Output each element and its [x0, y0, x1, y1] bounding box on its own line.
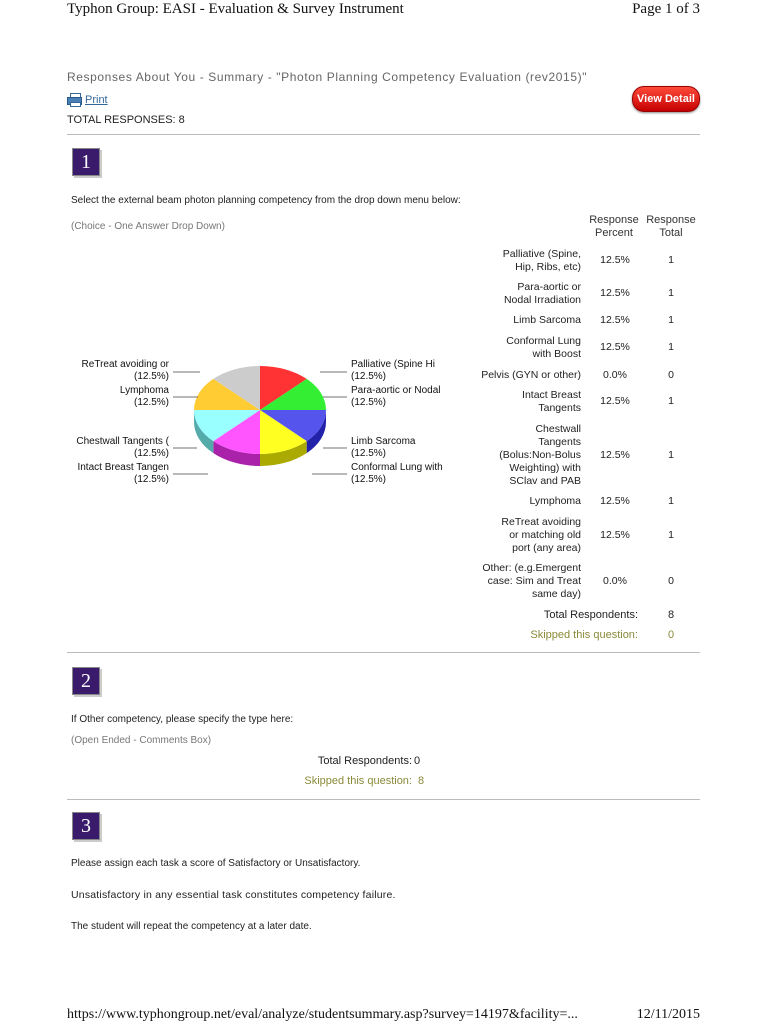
pie-value-label: (12.5%): [133, 371, 169, 382]
question-text: Select the external beam photon planning competency from the drop down menu below:: [71, 195, 461, 206]
question-instruction: The student will repeat the competency at a later date.: [71, 921, 312, 932]
response-option-label: Lymphoma: [529, 495, 581, 507]
response-option-label: Chestwall Tangents (Bolus:Non-Bolus Weighting) with SClav and PAB: [499, 423, 581, 487]
skipped-value: 0: [667, 629, 675, 641]
question-instruction: Unsatisfactory in any essential task constitutes competency failure.: [71, 889, 396, 901]
pie-label: Para-aortic or Nodal: [351, 385, 441, 396]
pie-label: Chestwall Tangents (: [76, 436, 169, 447]
response-total: 1: [668, 254, 674, 266]
response-percent: 12.5%: [600, 448, 630, 461]
response-total: 1: [668, 528, 674, 541]
page-number: Page 1 of 3: [632, 1, 700, 17]
response-total: 0: [668, 368, 674, 381]
total-respondents-label: Total Respondents:: [317, 755, 412, 767]
skipped-value: 8: [418, 775, 425, 787]
divider: [67, 134, 700, 135]
response-option-label: ReTreat avoiding or matching old port (any area): [501, 516, 581, 554]
pie-label: Palliative (Spine Hi: [351, 359, 435, 370]
total-responses: TOTAL RESPONSES: 8: [67, 114, 185, 126]
print-link[interactable]: [67, 93, 108, 106]
view-detail-button[interactable]: View Detail: [632, 86, 700, 112]
print-label: Print: [85, 93, 108, 106]
divider: [67, 799, 700, 800]
total-respondents-value: 0: [414, 755, 421, 767]
response-option-label: Palliative (Spine, Hip, Ribs, etc): [502, 248, 581, 273]
survey-title: Responses About You - Summary - "Photon Planning Competency Evaluation (rev2015)": [67, 70, 588, 84]
question-number-badge: 2: [72, 667, 100, 695]
response-total: 1: [668, 448, 674, 461]
skipped-label: Skipped this question:: [304, 775, 412, 787]
response-percent: 12.5%: [600, 313, 630, 326]
column-header-percent: Response Percent: [589, 214, 639, 239]
question-type: (Open Ended - Comments Box): [71, 735, 212, 746]
print-date: 12/11/2015: [636, 1007, 700, 1022]
document-header-title: Typhon Group: EASI - Evaluation & Survey Instrument: [67, 1, 404, 17]
pie-label: ReTreat avoiding or: [81, 359, 169, 370]
pie-value-label: (12.5%): [133, 397, 169, 408]
response-option-label: Pelvis (GYN or other): [481, 369, 581, 381]
response-option-label: Conformal Lung with Boost: [506, 335, 581, 360]
response-total: 0: [668, 574, 674, 587]
question-type: (Choice - One Answer Drop Down): [71, 221, 225, 232]
column-header-total: Response Total: [646, 214, 696, 239]
pie-chart: [60, 350, 460, 490]
response-option-label: Intact Breast Tangents: [522, 389, 581, 414]
divider: [67, 652, 700, 653]
printer-icon: [67, 93, 82, 106]
response-percent: 0.0%: [603, 574, 627, 587]
response-percent: 12.5%: [600, 287, 630, 299]
pie-value-label: (12.5%): [133, 474, 169, 485]
pie-value-label: (12.5%): [351, 397, 387, 408]
response-percent: 12.5%: [600, 528, 630, 541]
pie-value-label: (12.5%): [351, 371, 387, 382]
pie-label: Conformal Lung with: [351, 462, 443, 473]
question-number-badge: 1: [72, 148, 100, 176]
response-option-label: Para-aortic or Nodal Irradiation: [503, 281, 581, 306]
pie-label: Intact Breast Tangen: [77, 462, 169, 473]
response-percent: 12.5%: [600, 254, 630, 266]
response-total: 1: [668, 341, 674, 353]
pie-value-label: (12.5%): [133, 448, 169, 459]
total-respondents-value: 8: [667, 609, 675, 621]
response-total: 1: [668, 395, 674, 407]
question-text: Please assign each task a score of Satisfactory or Unsatisfactory.: [71, 858, 361, 869]
response-percent: 12.5%: [600, 341, 630, 353]
response-percent: 12.5%: [600, 494, 630, 507]
pie-label: Limb Sarcoma: [351, 436, 416, 447]
response-percent: 12.5%: [600, 395, 630, 407]
question-number-badge: 3: [72, 812, 100, 840]
response-total: 1: [668, 494, 674, 507]
pie-value-label: (12.5%): [351, 474, 387, 485]
question-text: If Other competency, please specify the type here:: [71, 714, 294, 725]
response-total: 1: [668, 287, 674, 299]
response-option-label: Limb Sarcoma: [513, 314, 581, 326]
skipped-label: Skipped this question:: [530, 629, 638, 641]
page-url: https://www.typhongroup.net/eval/analyze/studentsummary.asp?survey=14197&facility=...: [67, 1007, 578, 1022]
pie-value-label: (12.5%): [351, 448, 387, 459]
response-option-label: Other: (e.g.Emergent case: Sim and Treat same day): [482, 562, 581, 600]
total-respondents-label: Total Respondents:: [543, 609, 638, 621]
pie-label: Lymphoma: [119, 385, 169, 396]
response-percent: 0.0%: [603, 368, 627, 381]
response-total: 1: [668, 313, 674, 326]
